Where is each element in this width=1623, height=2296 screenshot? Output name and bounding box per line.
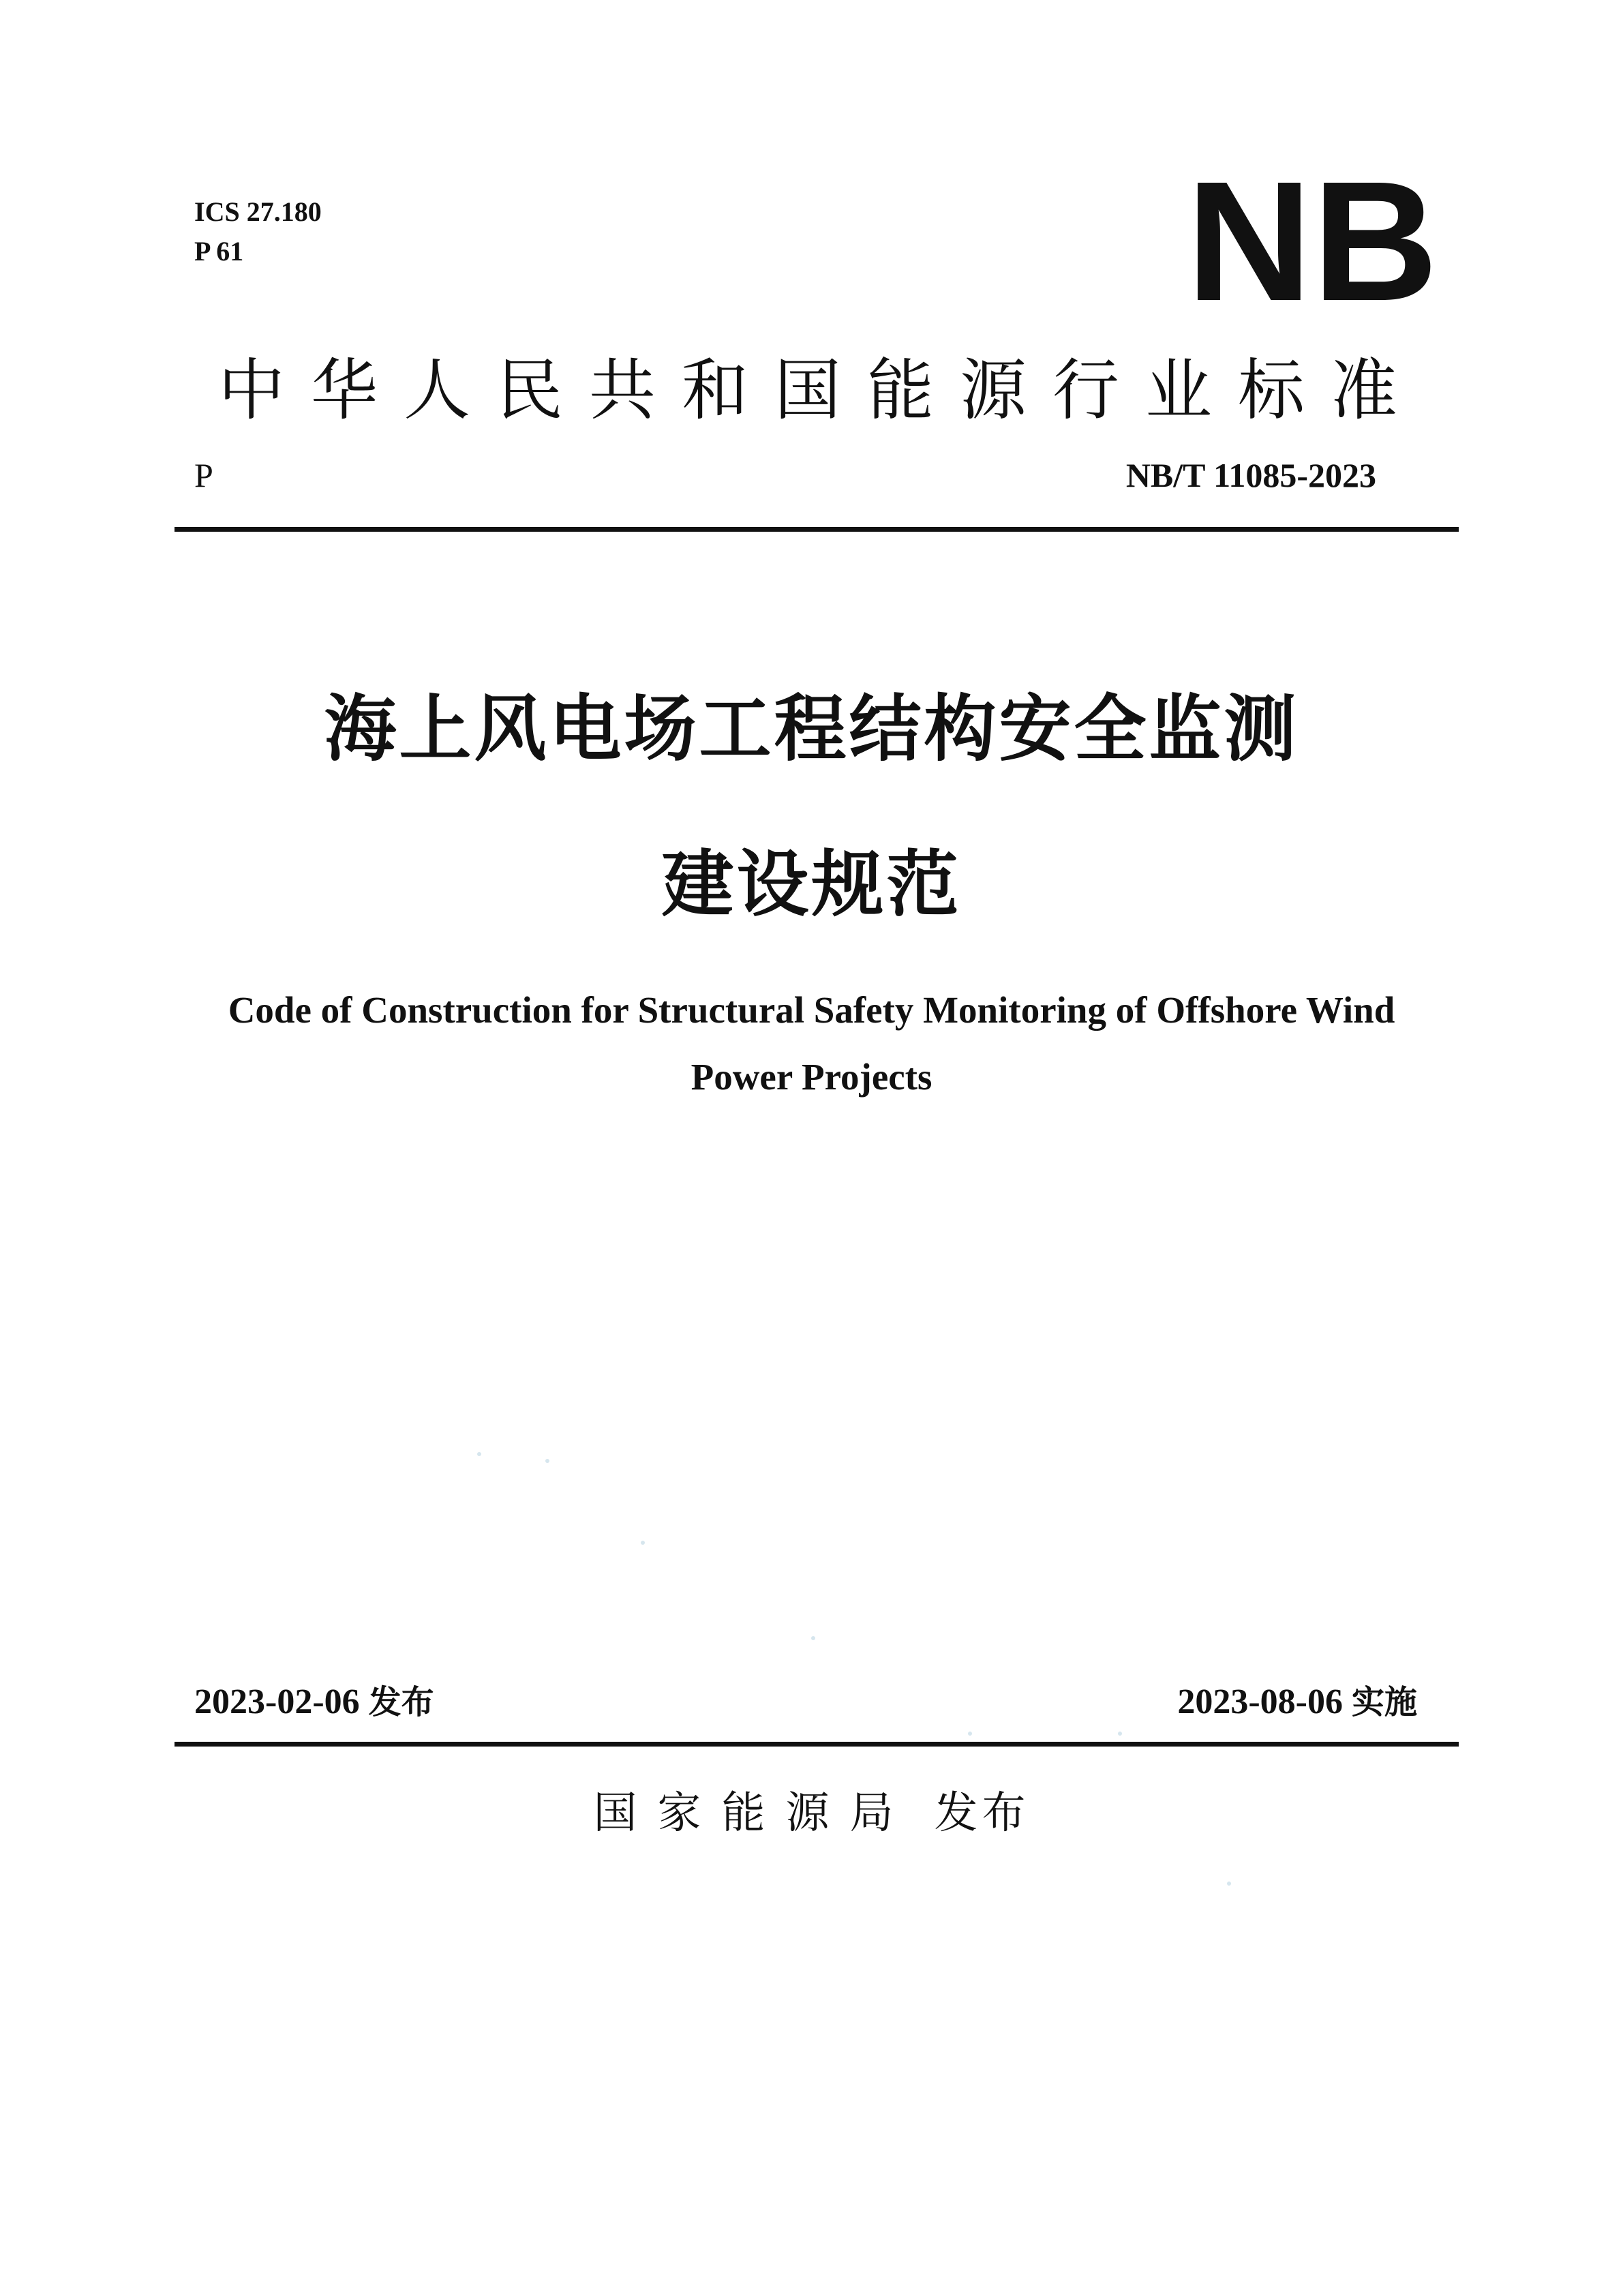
- implement-date: 2023-08-06: [1177, 1682, 1343, 1721]
- title-cn-line2: 建设规范: [661, 843, 962, 926]
- scan-speck: [545, 1459, 549, 1463]
- title-en-line2: Power Projects: [691, 1056, 932, 1098]
- issue-label: 发布: [368, 1683, 434, 1721]
- issuer-organization: 国家能源局: [593, 1788, 914, 1839]
- title-en-line1: Code of Construction for Structural Safety Monitoring of Offshore Wind: [228, 989, 1395, 1031]
- title-cn-line1: 海上风电场工程结构安全监测: [324, 687, 1299, 771]
- scan-speck: [968, 1732, 972, 1736]
- nb-logo-text: NB: [1186, 174, 1438, 310]
- implement-label: 实施: [1351, 1683, 1417, 1721]
- ics-code: ICS 27.180: [194, 196, 322, 227]
- issuer-action: 发布: [934, 1788, 1030, 1839]
- footer-divider: [175, 1742, 1459, 1747]
- scan-speck: [811, 1636, 815, 1640]
- issuer-line: [0, 1783, 1623, 1844]
- standard-number: NB/T 11085-2023: [1125, 456, 1376, 494]
- ccs-code: P 61: [194, 236, 244, 267]
- scan-speck: [1227, 1882, 1231, 1886]
- implement-date-line: [1177, 1676, 1417, 1723]
- issue-date: 2023-02-06: [194, 1682, 360, 1721]
- standard-type-heading: 中华人民共和国能源行业标准: [218, 352, 1424, 429]
- nb-logo: [1183, 174, 1442, 310]
- scan-speck: [1118, 1732, 1122, 1736]
- scan-speck: [641, 1541, 645, 1545]
- classification-codes: [194, 192, 322, 271]
- scan-speck: [477, 1452, 481, 1456]
- header-divider: [175, 527, 1459, 532]
- issue-date-line: [194, 1676, 434, 1723]
- classification-letter: P: [194, 456, 213, 494]
